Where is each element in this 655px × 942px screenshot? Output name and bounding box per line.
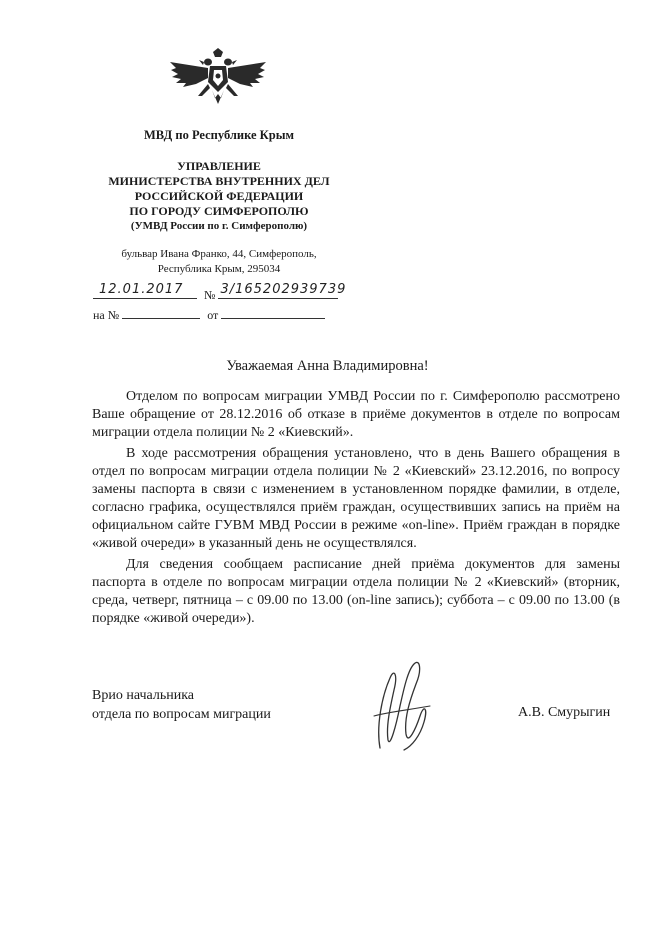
org-line: УПРАВЛЕНИЕ (177, 159, 261, 173)
org-line: МИНИСТЕРСТВА ВНУТРЕННИХ ДЕЛ (108, 174, 330, 188)
handwritten-date: 12.01.2017 (99, 282, 184, 297)
org-line: РОССИЙСКОЙ ФЕДЕРАЦИИ (134, 189, 304, 203)
org-line: ПО ГОРОДУ СИМФЕРОПОЛЮ (129, 204, 309, 218)
position-line: Врио начальника (92, 688, 195, 703)
reply-date-field (221, 305, 325, 319)
paragraph: В ходе рассмотрения обращения установлено, что в день Вашего обращения в отдел по вопросам миграции отдела полиции № 2 «Киевский» 23.12.2016, по вопросу замены паспорта в связи с изменением в установленном порядке фамилии, в отделе, согласно графика, осуществлялся приём граждан, осуществивших запись на приём на официальном сайте ГУВМ МВД России в режиме «on-line». Приём граждан в порядке «живой очереди» в указанный день не осуществлялся. (92, 446, 620, 551)
ministry-region: МВД по Республике Крым (144, 128, 294, 142)
position-line: отдела по вопросам миграции (92, 707, 271, 722)
reply-line (93, 305, 325, 323)
address (88, 247, 350, 277)
handwritten-signature (368, 656, 438, 756)
paragraph: Для сведения сообщаем расписание дней приёма документов для замены паспорта в отделе по вопросам миграции отдела полиции № 2 «Киевский» (вторник, среда, четверг, пятница – с 09.00 по 13.00 (on-line запись); суббота – с 09.00 по 13.00 (в порядке «живой очереди»). (92, 557, 620, 626)
reply-to-label: на № (93, 308, 120, 322)
signatory-name: А.В. Смурыгин (518, 705, 611, 720)
org-short-name: (УМВД России по г. Симферополю) (130, 220, 308, 232)
reply-number-field (122, 305, 200, 319)
double-headed-eagle-icon (168, 48, 268, 118)
date-field (93, 282, 197, 299)
organization-name (88, 159, 350, 234)
paragraph: Отделом по вопросам миграции УМВД России по г. Симферополю рассмотрено Ваше обращение от 28.12.2016 об отказе в приёме документов в отделе по вопросам миграции отдела полиции № 2 «Киевский». (92, 389, 620, 440)
signatory-position (92, 686, 271, 724)
address-line: Республика Крым, 295034 (157, 263, 281, 275)
registration-line (93, 282, 347, 303)
address-line: бульвар Ивана Франко, 44, Симферополь, (121, 248, 317, 260)
from-label: от (207, 308, 219, 322)
number-sign: № (204, 288, 216, 302)
letter-body (92, 388, 620, 631)
number-field (218, 282, 347, 299)
handwritten-number: 3/165202939739 (220, 282, 347, 297)
salutation: Уважаемая Анна Владимировна! (226, 358, 429, 374)
